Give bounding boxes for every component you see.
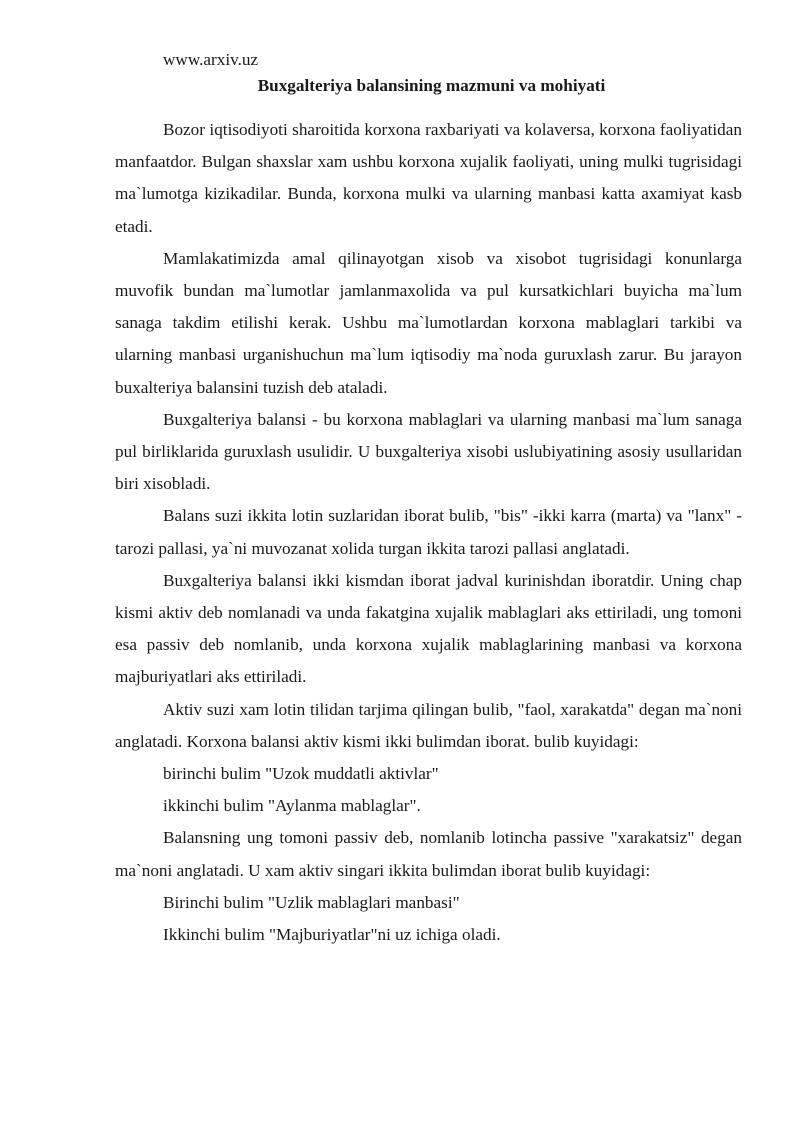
paragraph-intro: Bozor iqtisodiyoti sharoitida korxona raxbariyati va kolaversa, korxona faoliyatidan manfaatdor. Bulgan shaxslar xam ushbu korxona xujalik faoliyati, uning mulki tugrisidagi ma`lumotga kizikadilar. Bunda, korxona mulki va ularning manbasi katta axamiyat kasb etadi. <box>115 120 742 236</box>
paragraph-passive: Balansning ung tomoni passiv deb, nomlanib lotincha passive "xarakatsiz" degan ma`noni anglatadi. U xam aktiv singari ikkita bulimdan iborat bulib kuyidagi: <box>115 828 742 880</box>
paragraph-active: Aktiv suzi xam lotin tilidan tarjima qilingan bulib, "faol, xarakatda" degan ma`noni anglatadi. Korxona balansi aktiv kismi ikki bulimdan iborat. bulib kuyidagi: <box>115 699 742 751</box>
passive-item-1: Birinchi bulim "Uzlik mablaglari manbasi" <box>163 892 460 912</box>
paragraph-definition: Buxgalteriya balansi - bu korxona mablaglari va ularning manbasi ma`lum sanaga pul birliklarida guruxlash usulidir. U buxgalteriya xisobi uslubiyatining asosiy usullaridan biri xisobladi. <box>115 409 742 494</box>
paragraph-structure: Buxgalteriya balansi ikki kismdan iborat jadval kurinishdan iboratdir. Uning chap kismi aktiv deb nomlanadi va unda fakatgina xujalik mablaglari aks ettiriladi, ung tomoni esa passiv deb nomlanib, unda korxona xujalik mablaglarining manbasi va korxona majburiyatlari aks ettiriladi. <box>115 570 742 687</box>
document-page <box>115 48 742 951</box>
site-url: www.arxiv.uz <box>163 50 259 69</box>
paragraph-etymology: Balans suzi ikkita lotin suzlaridan iborat bulib, "bis" -ikki karra (marta) va "lanx" -tarozi pallasi, ya`ni muvozanat xolida turgan ikkita tarozi pallasi anglatadi. <box>115 506 742 558</box>
active-item-1: birinchi bulim "Uzok muddatli aktivlar" <box>163 764 439 784</box>
document-title: Buxgalteriya balansining mazmuni va mohiyati <box>257 76 606 95</box>
active-item-2: ikkinchi bulim "Aylanma mablaglar". <box>163 796 421 816</box>
passive-item-2: Ikkinchi bulim "Majburiyatlar"ni uz ichiga oladi. <box>163 925 501 945</box>
paragraph-legislation: Mamlakatimizda amal qilinayotgan xisob va xisobot tugrisidagi konunlarga muvofik bundan ma`lumotlar jamlanmaxolida va pul kursatkichlari buyicha ma`lum sanaga takdim etilishi kerak. Ushbu ma`lumotlardan korxona mablaglari tarkibi va ularning manbasi urganishuchun ma`lum iqtisodiy ma`noda guruxlash zarur. Bu jarayon buxalteriya balansini tuzish deb ataladi. <box>115 248 742 397</box>
